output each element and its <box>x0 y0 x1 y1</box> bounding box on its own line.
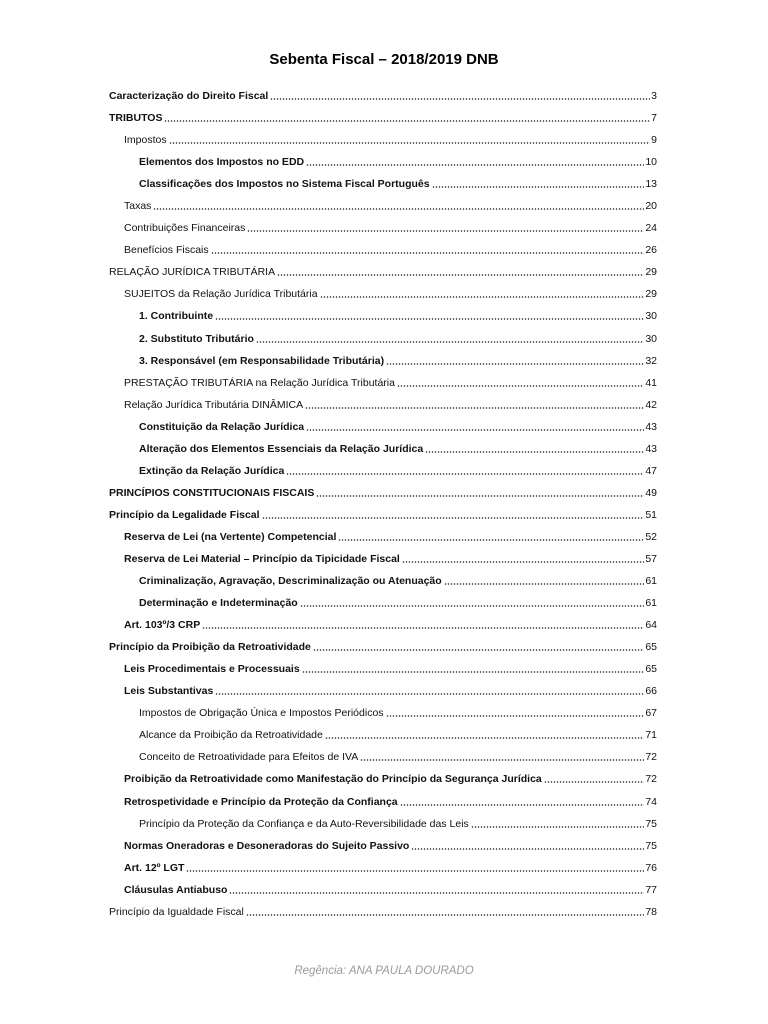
dot-leader <box>215 318 644 320</box>
toc-entry[interactable] <box>109 879 657 901</box>
toc-entry[interactable] <box>109 768 657 790</box>
toc-entry-title: Leis Substantivas <box>124 685 214 698</box>
dot-leader <box>270 98 650 100</box>
dot-leader <box>432 186 645 188</box>
dot-leader <box>425 451 644 453</box>
toc-entry[interactable] <box>109 239 657 261</box>
dot-leader <box>320 296 645 298</box>
toc-entry-page: 71 <box>645 729 657 742</box>
toc-entry-title: SUJEITOS da Relação Jurídica Tributária <box>124 288 318 301</box>
dot-leader <box>360 759 644 761</box>
dot-leader <box>411 848 644 850</box>
dot-leader <box>386 715 645 717</box>
toc-entry-page: 20 <box>645 200 657 213</box>
toc-entry-title: 2. Substituto Tributário <box>139 332 254 345</box>
toc-entry-title: Relação Jurídica Tributária DINÂMICA <box>124 398 304 411</box>
toc-entry[interactable] <box>109 85 657 107</box>
toc-entry-page: 75 <box>645 839 657 852</box>
toc-entry[interactable] <box>109 394 657 416</box>
toc-entry-title: Criminalização, Agravação, Descriminalização ou Atenuação <box>139 575 442 588</box>
toc-entry[interactable] <box>109 151 657 173</box>
toc-entry[interactable] <box>109 791 657 813</box>
toc-entry-page: 72 <box>645 751 657 764</box>
toc-entry[interactable] <box>109 416 657 438</box>
toc-entry-title: Alcance da Proibição da Retroatividade <box>139 729 323 742</box>
toc-entry-page: 32 <box>645 354 657 367</box>
toc-entry-title: Determinação e Indeterminação <box>139 597 298 610</box>
toc-entry-page: 24 <box>645 222 657 235</box>
dot-leader <box>302 671 645 673</box>
toc-entry-page: 74 <box>645 795 657 808</box>
dot-leader <box>247 230 644 232</box>
dot-leader <box>262 517 645 519</box>
toc-entry[interactable] <box>109 901 657 923</box>
toc-entry-page: 57 <box>645 553 657 565</box>
dot-leader <box>306 164 644 166</box>
dot-leader <box>169 142 650 144</box>
toc-entry[interactable] <box>109 636 657 658</box>
dot-leader <box>471 826 645 828</box>
toc-entry-page: 10 <box>645 156 657 169</box>
dot-leader <box>305 407 644 409</box>
toc-entry-page: 78 <box>645 905 657 918</box>
toc-entry-title: Alteração dos Elementos Essenciais da Relação Jurídica <box>139 442 424 455</box>
toc-entry-title: Impostos <box>124 134 167 147</box>
toc-entry[interactable] <box>109 305 657 327</box>
dot-leader <box>300 605 645 607</box>
toc-entry-title: Conceito de Retroatividade para Efeitos de IVA <box>139 751 359 764</box>
toc-entry[interactable] <box>109 129 657 151</box>
dot-leader <box>400 804 645 806</box>
toc-entry-page: 52 <box>645 530 657 543</box>
toc-entry-page: 75 <box>645 817 657 830</box>
toc-entry-page: 7 <box>651 112 657 125</box>
toc-entry-page: 43 <box>645 442 657 455</box>
dot-leader <box>313 649 644 651</box>
toc-entry-page: 65 <box>645 663 657 676</box>
toc-entry-page: 3 <box>651 90 657 103</box>
toc-entry-page: 9 <box>651 134 657 147</box>
toc-entry[interactable] <box>109 107 657 129</box>
toc-entry[interactable] <box>109 592 657 614</box>
toc-entry-title: Elementos dos Impostos no EDD <box>139 156 305 169</box>
toc-entry-title: Taxas <box>124 200 152 213</box>
dot-leader <box>246 914 644 916</box>
toc-entry-title: Retrospetividade e Princípio da Proteção da Confiança <box>124 795 398 808</box>
toc-entry-title: Cláusulas Antiabuso <box>124 883 228 896</box>
toc-entry[interactable] <box>109 217 657 239</box>
toc-entry-page: 42 <box>645 398 657 411</box>
toc-entry-title: TRIBUTOS <box>109 112 163 125</box>
toc-entry-page: 41 <box>645 376 657 389</box>
toc-entry[interactable] <box>109 261 657 283</box>
toc-entry-title: 3. Responsável (em Responsabilidade Tributária) <box>139 354 385 367</box>
toc-entry-title: Princípio da Proibição da Retroatividade <box>109 641 311 654</box>
toc-entry-title: PRESTAÇÃO TRIBUTÁRIA na Relação Jurídica Tributária <box>124 376 395 389</box>
toc-entry[interactable] <box>109 504 657 526</box>
dot-leader <box>306 429 644 431</box>
dot-leader <box>397 385 644 387</box>
dot-leader <box>277 274 644 276</box>
toc-entry[interactable] <box>109 548 657 570</box>
toc-entry-title: PRINCÍPIOS CONSTITUCIONAIS FISCAIS <box>109 486 315 499</box>
toc-entry-page: 51 <box>645 508 657 521</box>
dot-leader <box>211 252 645 254</box>
dot-leader <box>256 341 644 343</box>
document-title: Sebenta Fiscal – 2018/2019 DNB <box>269 51 499 68</box>
toc-entry-page: 29 <box>645 288 657 301</box>
toc-entry[interactable] <box>109 724 657 746</box>
toc-entry[interactable] <box>109 702 657 724</box>
toc-entry[interactable] <box>109 835 657 857</box>
toc-entry[interactable] <box>109 173 657 195</box>
dot-leader <box>153 208 644 210</box>
toc-entry-title: Reserva de Lei (na Vertente) Competencial <box>124 530 337 543</box>
dot-leader <box>202 627 644 629</box>
toc-entry-title: Leis Procedimentais e Processuais <box>124 663 300 676</box>
toc-entry-page: 47 <box>645 464 657 477</box>
dot-leader <box>544 781 645 783</box>
toc-entry-page: 61 <box>645 597 657 610</box>
toc-entry-title: Caracterização do Direito Fiscal <box>109 90 269 103</box>
toc-entry[interactable] <box>109 283 657 305</box>
dot-leader <box>444 583 645 585</box>
toc-entry-title: Princípio da Legalidade Fiscal <box>109 508 260 521</box>
toc-entry[interactable] <box>109 813 657 835</box>
toc-entry-title: Art. 103º/3 CRP <box>124 619 201 632</box>
table-of-contents <box>109 85 657 923</box>
toc-entry-page: 26 <box>645 244 657 257</box>
toc-entry-page: 29 <box>645 266 657 279</box>
dot-leader <box>402 561 644 563</box>
toc-entry-title: Classificações dos Impostos no Sistema Fiscal Português <box>139 178 430 191</box>
toc-entry-title: Constituição da Relação Jurídica <box>139 420 305 433</box>
toc-entry-title: Princípio da Igualdade Fiscal <box>109 905 244 918</box>
toc-entry[interactable] <box>109 372 657 394</box>
toc-entry-title: Proibição da Retroatividade como Manifestação do Princípio da Segurança Jurídica <box>124 773 542 786</box>
toc-entry-title: Contribuições Financeiras <box>124 222 246 235</box>
toc-entry[interactable] <box>109 614 657 636</box>
toc-entry-title: Normas Oneradoras e Desoneradoras do Sujeito Passivo <box>124 839 410 852</box>
toc-entry[interactable] <box>109 526 657 548</box>
toc-entry-page: 76 <box>645 861 657 874</box>
toc-entry[interactable] <box>109 658 657 680</box>
toc-entry[interactable] <box>109 857 657 879</box>
toc-entry-title: Impostos de Obrigação Única e Impostos Periódicos <box>139 707 384 720</box>
dot-leader <box>316 495 644 497</box>
toc-entry-page: 64 <box>645 619 657 632</box>
toc-entry-title: Art. 12º LGT <box>124 861 185 874</box>
toc-entry-page: 49 <box>645 486 657 499</box>
toc-entry[interactable] <box>109 746 657 768</box>
toc-entry[interactable] <box>109 328 657 350</box>
toc-entry-page: 66 <box>645 685 657 698</box>
toc-entry-title: 1. Contribuinte <box>139 310 214 323</box>
toc-entry-title: Reserva de Lei Material – Princípio da Tipicidade Fiscal <box>124 553 400 565</box>
toc-entry-page: 30 <box>645 310 657 323</box>
toc-entry-title: Benefícios Fiscais <box>124 244 209 257</box>
dot-leader <box>215 693 644 695</box>
toc-entry-title: RELAÇÃO JURÍDICA TRIBUTÁRIA <box>109 266 276 279</box>
toc-entry-page: 65 <box>645 641 657 654</box>
dot-leader <box>229 892 644 894</box>
toc-entry[interactable] <box>109 195 657 217</box>
toc-entry-page: 67 <box>645 707 657 720</box>
toc-entry-title: Extinção da Relação Jurídica <box>139 464 285 477</box>
toc-entry-page: 72 <box>645 773 657 786</box>
toc-entry[interactable] <box>109 570 657 592</box>
dot-leader <box>338 539 644 541</box>
toc-entry-page: 43 <box>645 420 657 433</box>
toc-entry-page: 30 <box>645 332 657 345</box>
page-footer: Regência: ANA PAULA DOURADO <box>294 965 474 977</box>
dot-leader <box>386 363 644 365</box>
dot-leader <box>186 870 644 872</box>
toc-entry[interactable] <box>109 460 657 482</box>
toc-entry-page: 77 <box>645 883 657 896</box>
toc-entry[interactable] <box>109 482 657 504</box>
toc-entry[interactable] <box>109 438 657 460</box>
toc-entry-title: Princípio da Proteção da Confiança e da Auto-Reversibilidade das Leis <box>139 817 469 830</box>
toc-entry-page: 13 <box>645 178 657 191</box>
dot-leader <box>286 473 644 475</box>
toc-entry[interactable] <box>109 680 657 702</box>
dot-leader <box>325 737 644 739</box>
toc-entry-page: 61 <box>645 575 657 588</box>
toc-entry[interactable] <box>109 350 657 372</box>
dot-leader <box>164 120 650 122</box>
